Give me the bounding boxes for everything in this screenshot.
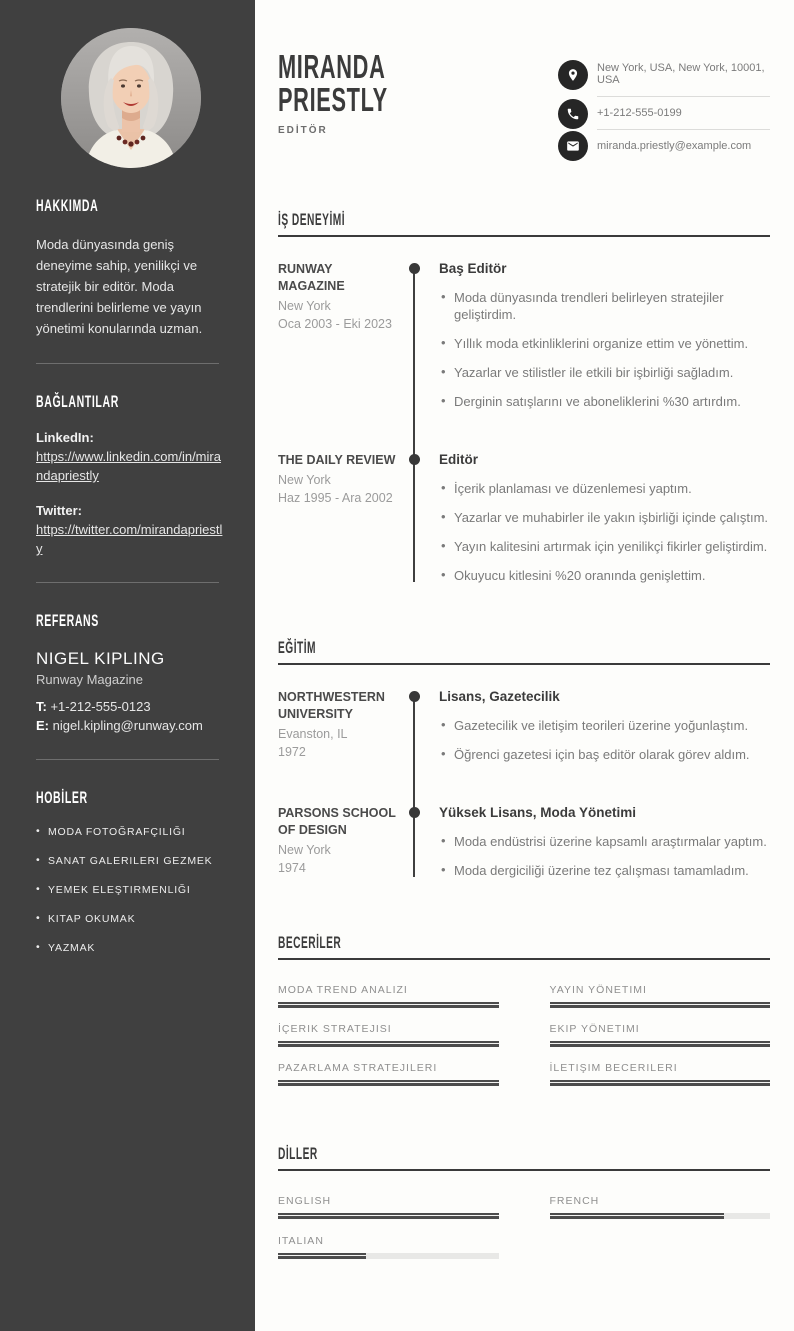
sidebar-divider xyxy=(36,582,219,583)
twitter-link[interactable]: https://twitter.com/mirandapriestly xyxy=(36,522,223,556)
company-location: New York xyxy=(278,299,331,313)
link-item-linkedin xyxy=(36,430,225,485)
about-section xyxy=(36,196,225,339)
skill-label: YAYIN YÖNETIMI xyxy=(549,984,647,996)
hobby-item: • SANAT GALERILERI GEZMEK xyxy=(36,855,225,867)
school-name: PARSONS SCHOOL OF DESIGN xyxy=(278,806,396,837)
skill-label: İÇERIK STRATEJISI xyxy=(278,1023,392,1035)
location-icon xyxy=(558,60,588,90)
bullet-item: • Moda dergiciliği üzerine tez çalışması tamamladım. xyxy=(439,862,770,879)
role-bullets xyxy=(439,480,770,584)
skill-label: İLETIŞIM BECERILERI xyxy=(549,1062,678,1074)
experience-section xyxy=(278,210,770,596)
phone-label: T: xyxy=(36,699,47,714)
school-location: Evanston, IL xyxy=(278,727,348,741)
hobby-item: • KITAP OKUMAK xyxy=(36,913,225,925)
contact-row-phone xyxy=(558,97,770,130)
bullet-item: • Derginin satışlarını ve aboneliklerini %30 artırdım. xyxy=(439,393,770,410)
contact-phone-text: +1-212-555-0199 xyxy=(597,97,770,130)
skills-section xyxy=(278,933,770,1086)
experience-heading: İŞ DENEYİMİ xyxy=(278,210,770,237)
job-title: EDİTÖR xyxy=(278,125,328,136)
contact-email-text: miranda.priestly@example.com xyxy=(597,140,752,152)
skill-item xyxy=(550,1062,771,1086)
education-entry xyxy=(278,805,770,891)
contact-list xyxy=(558,52,770,162)
language-bar xyxy=(278,1213,499,1219)
skill-item xyxy=(550,984,771,1008)
language-bar xyxy=(278,1253,499,1259)
language-label: ITALIAN xyxy=(278,1235,324,1247)
company-dates: Haz 1995 - Ara 2002 xyxy=(278,491,393,505)
language-item xyxy=(278,1195,499,1219)
languages-grid xyxy=(278,1195,770,1259)
skill-item xyxy=(550,1023,771,1047)
language-item xyxy=(550,1195,771,1219)
phone-value: +1-212-555-0123 xyxy=(50,699,151,714)
role-bullets xyxy=(439,289,770,410)
email-label: E: xyxy=(36,718,49,733)
bullet-item: • Moda dünyasında trendleri belirleyen stratejiler geliştirdim. xyxy=(439,289,770,323)
email-icon xyxy=(558,131,588,161)
bullet-item: • Gazetecilik ve iletişim teorileri üzerine yoğunlaştım. xyxy=(439,717,770,734)
reference-company: Runway Magazine xyxy=(36,672,143,687)
reference-phone xyxy=(36,697,225,716)
link-label: LinkedIn: xyxy=(36,430,94,445)
degree-title: Yüksek Lisans, Moda Yönetimi xyxy=(439,805,770,820)
languages-section xyxy=(278,1144,770,1259)
skill-label: EKIP YÖNETIMI xyxy=(549,1023,640,1035)
experience-timeline xyxy=(278,261,770,596)
link-label: Twitter: xyxy=(36,503,82,518)
portrait-illustration xyxy=(61,28,201,168)
skill-item xyxy=(278,1062,499,1086)
contact-row-location xyxy=(558,52,770,97)
company-name: RUNWAY MAGAZINE xyxy=(278,262,345,293)
hobby-list xyxy=(36,826,225,954)
header xyxy=(278,50,770,162)
school-name: NORTHWESTERN UNIVERSITY xyxy=(278,690,385,721)
language-bar xyxy=(550,1213,771,1219)
skill-label: PAZARLAMA STRATEJILERI xyxy=(278,1062,438,1074)
school-dates: 1972 xyxy=(278,745,306,759)
person-name xyxy=(278,50,444,116)
sidebar xyxy=(0,0,255,1331)
reference-heading: REFERANS xyxy=(36,611,99,630)
bullet-item: • Moda endüstrisi üzerine kapsamlı araştırmalar yaptım. xyxy=(439,833,770,850)
skill-item xyxy=(278,984,499,1008)
bullet-item: • İçerik planlaması ve düzenlemesi yaptım. xyxy=(439,480,770,497)
experience-entry xyxy=(278,452,770,596)
bullet-item: • Yıllık moda etkinliklerini organize ettim ve yönettim. xyxy=(439,335,770,352)
skill-bar xyxy=(278,1002,499,1008)
reference-name: NIGEL KIPLING xyxy=(36,649,165,668)
hobby-item: • MODA FOTOĞRAFÇILIĞI xyxy=(36,826,225,838)
company-location: New York xyxy=(278,473,331,487)
education-timeline xyxy=(278,689,770,891)
hobby-item: • YAZMAK xyxy=(36,942,225,954)
contact-location-text: New York, USA, New York, 10001, USA xyxy=(597,52,770,97)
language-item xyxy=(278,1235,499,1259)
languages-heading: DİLLER xyxy=(278,1144,770,1171)
degree-title: Lisans, Gazetecilik xyxy=(439,689,770,704)
reference-section xyxy=(36,611,225,735)
bullet-item: • Yazarlar ve muhabirler ile yakın işbirliği içinde çalıştım. xyxy=(439,509,770,526)
link-item-twitter xyxy=(36,503,225,558)
profile-photo xyxy=(61,28,201,168)
degree-bullets xyxy=(439,717,770,763)
about-heading: HAKKIMDA xyxy=(36,196,99,215)
reference-email xyxy=(36,716,225,735)
company-name: THE DAILY REVIEW xyxy=(278,453,396,467)
name-block xyxy=(278,50,444,136)
sidebar-divider xyxy=(36,363,219,364)
skill-item xyxy=(278,1023,499,1047)
skill-bar xyxy=(550,1041,771,1047)
hobbies-section xyxy=(36,788,225,954)
skill-bar xyxy=(278,1041,499,1047)
main-content xyxy=(255,0,794,1331)
skill-label: MODA TREND ANALIZI xyxy=(278,984,408,996)
company-dates: Oca 2003 - Eki 2023 xyxy=(278,317,392,331)
email-value: nigel.kipling@runway.com xyxy=(52,718,203,733)
bullet-item: • Yayın kalitesini artırmak için yenilikçi fikirler geliştirdim. xyxy=(439,538,770,555)
role-title: Baş Editör xyxy=(439,261,770,276)
about-text: Moda dünyasında geniş deneyime sahip, yenilikçi ve stratejik bir editör. Moda trendlerini belirleme ve yayın yönetimi konularında uzman. xyxy=(36,237,203,336)
skills-grid xyxy=(278,984,770,1086)
skill-bar xyxy=(550,1002,771,1008)
skills-heading: BECERİLER xyxy=(278,933,770,960)
first-name: MIRANDA xyxy=(278,48,386,85)
skill-bar xyxy=(278,1080,499,1086)
education-heading: EĞİTİM xyxy=(278,638,770,665)
school-location: New York xyxy=(278,843,331,857)
last-name: PRIESTLY xyxy=(278,81,388,118)
bullet-item: • Okuyucu kitlesini %20 oranında genişlettim. xyxy=(439,567,770,584)
language-label: ENGLISH xyxy=(278,1195,332,1207)
linkedin-link[interactable]: https://www.linkedin.com/in/mirandapriestly xyxy=(36,449,221,483)
contact-row-email xyxy=(558,130,770,162)
education-section xyxy=(278,638,770,891)
hobby-item: • YEMEK ELEŞTIRMENLIĞI xyxy=(36,884,225,896)
bullet-item: • Öğrenci gazetesi için baş editör olarak görev aldım. xyxy=(439,746,770,763)
school-dates: 1974 xyxy=(278,861,306,875)
skill-bar xyxy=(550,1080,771,1086)
hobbies-heading: HOBİLER xyxy=(36,788,88,807)
phone-icon xyxy=(558,99,588,129)
role-title: Editör xyxy=(439,452,770,467)
bullet-item: • Yazarlar ve stilistler ile etkili bir işbirliği sağladım. xyxy=(439,364,770,381)
experience-entry xyxy=(278,261,770,422)
language-label: FRENCH xyxy=(549,1195,600,1207)
sidebar-divider xyxy=(36,759,219,760)
education-entry xyxy=(278,689,770,775)
links-heading: BAĞLANTILAR xyxy=(36,392,119,411)
links-section xyxy=(36,392,225,558)
degree-bullets xyxy=(439,833,770,879)
